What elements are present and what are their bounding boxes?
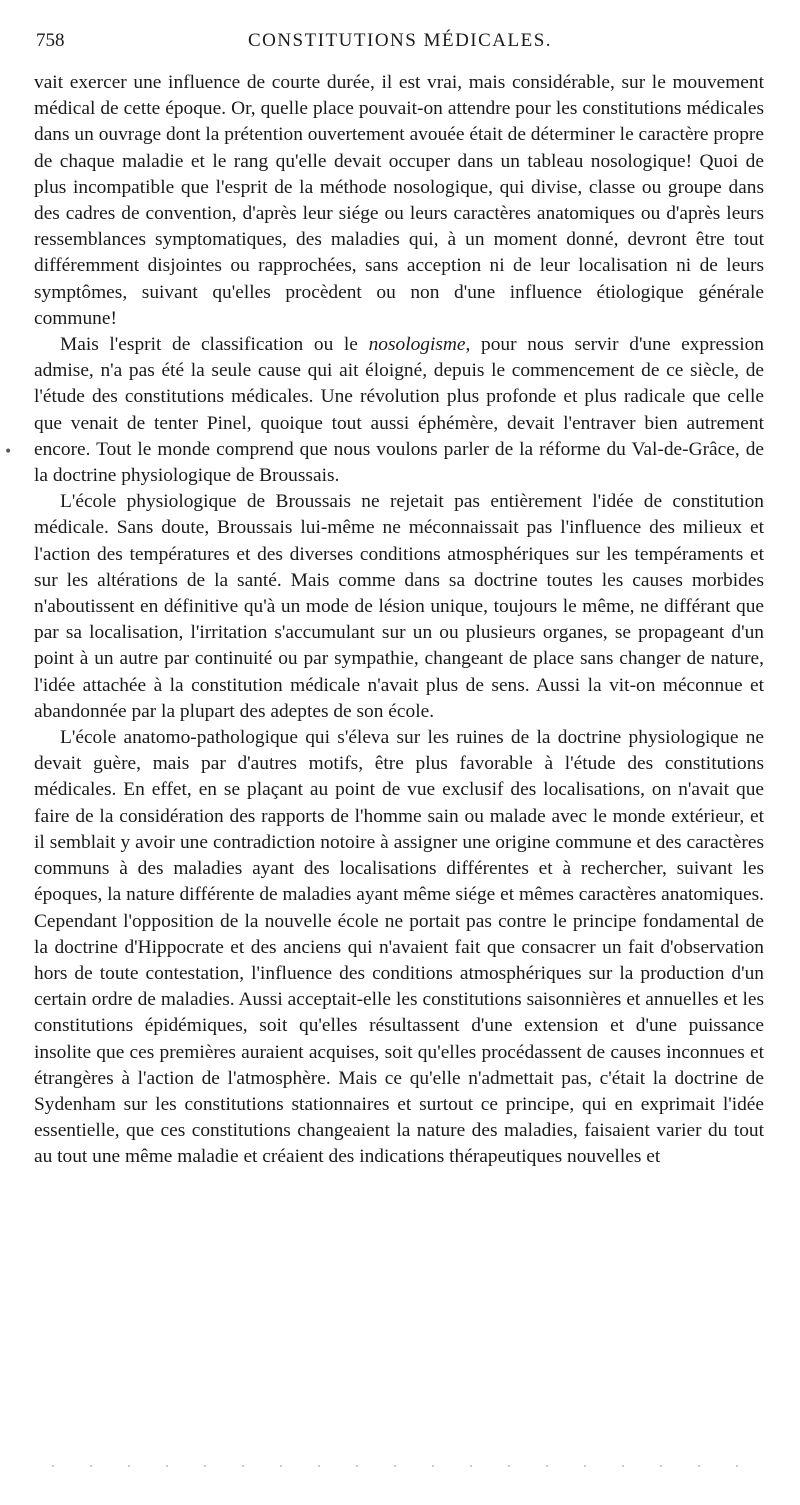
paragraph-2 — [34, 332, 764, 489]
paragraph-1: vait exercer une influence de courte durée, il est vrai, mais considérable, sur le mouvement médical de cette époque. Or, quelle place pouvait-on attendre pour les constitutions médicales dans un ouvrage dont la prétention ouvertement avouée était de déterminer le caractère propre de chaque maladie et le rang qu'elle devait occuper dans un tableau nosologique! Quoi de plus incompatible que l'esprit de la méthode nosologique, qui divise, classe ou groupe dans des cadres de convention, d'après leur siége ou leurs caractères anatomiques ou d'après leurs ressemblances symptomatiques, des maladies qui, à un moment donné, devront être tout différemment disjointes ou rapprochées, sans acception ni de leur localisation ni de leurs symptômes, suivant qu'elles procèdent ou non d'une influence étiologique générale commune! — [34, 72, 764, 329]
body-text — [34, 70, 764, 1171]
paragraph-3: L'école physiologique de Broussais ne rejetait pas entièrement l'idée de constitution médicale. Sans doute, Broussais lui-même ne méconnaissait pas l'influence des milieux et l'action des températures et des diverses conditions atmosphériques sur les tempéraments et sur les altérations de la santé. Mais comme dans sa doctrine toutes les causes morbides n'aboutissent en définitive qu'à un mode de lésion unique, toujours le même, ne différant que par sa localisation, l'irritation s'accumulant sur un ou plusieurs organes, se propageant d'un point à un autre par continuité ou par sympathie, changeant de place sans changer de nature, l'idée attachée à la constitution médicale n'avait plus de sens. Aussi la vit-on méconnue et abandonnée par la plupart des adeptes de son école. — [34, 491, 764, 722]
paragraph-2-part-2: , pour nous servir d'une expression admise, n'a pas été la seule cause qui ait éloigné, depuis le commencement de ce siècle, de l'étude des constitutions médicales. Une révolution plus profonde et plus radicale que celle que venait de tenter Pinel, quoique tout aussi éphémère, devait l'entraver bien autrement encore. Tout le monde comprend que nous voulons parler de la réforme du Val-de-Grâce, de la doctrine physiologique de Broussais. — [34, 334, 765, 487]
page-number: 758 — [36, 30, 65, 51]
running-title: CONSTITUTIONS MÉDICALES. — [247, 30, 553, 51]
paragraph-4: L'école anatomo-pathologique qui s'éleva sur les ruines de la doctrine physiologique ne devait guère, mais par d'autres motifs, être plus favorable à l'étude des constitutions médicales. En effet, en se plaçant au point de vue exclusif des localisations, on n'avait que faire de la considération des rapports de l'homme sain ou malade avec le monde extérieur, et il semblait y avoir une contradiction notoire à assigner une origine commune et des caractères communs à des maladies ayant des localisations différentes et à rechercher, suivant les époques, la nature différente de maladies ayant même siége et mêmes caractères anatomiques. Cependant l'opposition de la nouvelle école ne portait pas contre le principe fondamental de la doctrine d'Hippocrate et des anciens qui n'avaient fait que consacrer un fait d'observation hors de toute contestation, l'influence des conditions atmosphériques sur la production d'un certain ordre de maladies. Aussi acceptait-elle les constitutions saisonnières et annuelles et les constitutions épidémiques, soit qu'elles résultassent d'une extension et d'une puissance insolite que ces premières auraient acquises, soit qu'elles procédassent de causes inconnues et étrangères à l'action de l'atmosphère. Mais ce qu'elle n'admettait pas, c'était la doctrine de Sydenham sur les constitutions stationnaires et surtout ce principe, qui en exprimait l'idée essentielle, que ces constitutions changeaient la nature des maladies, faisaient varier du tout au tout une même maladie et créaient des indications thérapeutiques nouvelles et — [34, 727, 764, 1168]
scan-noise — [34, 1464, 766, 1468]
paragraph-2-emphasis: nosologisme — [368, 334, 466, 356]
paragraph-2-part-1: Mais l'esprit de classification ou le — [60, 334, 369, 356]
margin-mark: • — [4, 444, 13, 460]
running-head — [36, 30, 764, 60]
